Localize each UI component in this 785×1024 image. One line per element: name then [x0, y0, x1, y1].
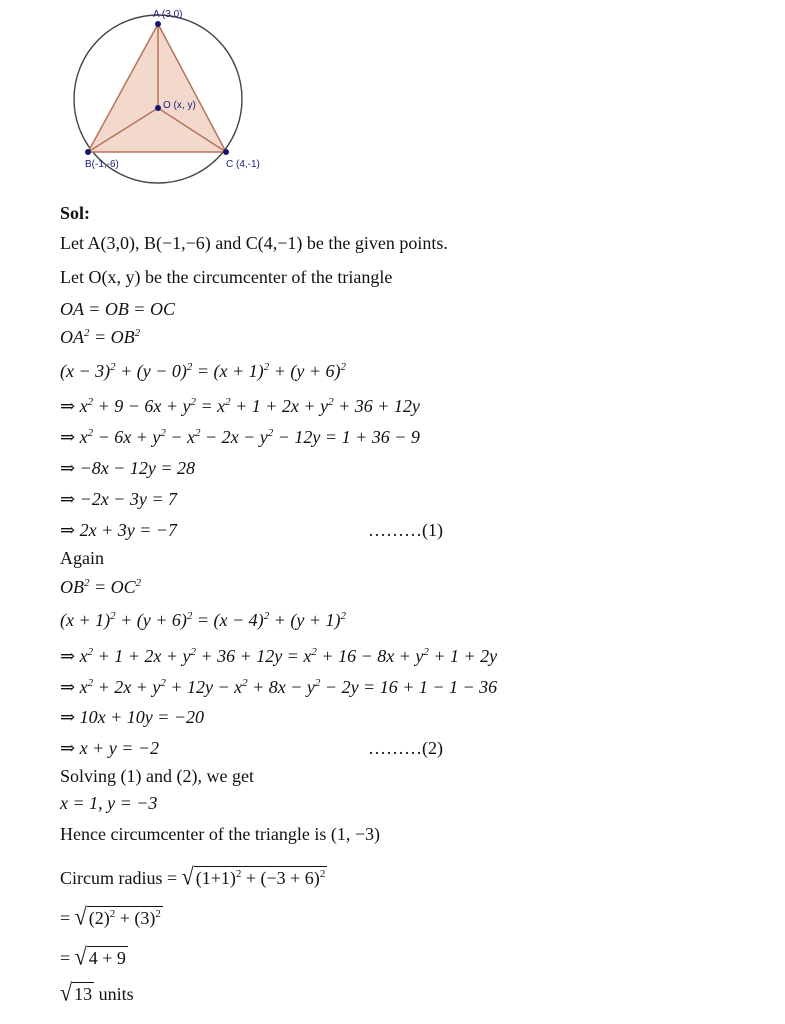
radicand: 4 + 9	[88, 948, 126, 968]
label-b: B(-1,-6)	[85, 159, 119, 170]
term: + 36 + 12y	[333, 396, 420, 416]
exp: 2	[160, 677, 166, 689]
term: ⇒ x + y = −2	[60, 738, 159, 758]
point-a	[155, 21, 161, 27]
term: (x − 3)	[60, 361, 111, 381]
equation-tag-1: ………(1)	[368, 520, 443, 540]
equals: =	[60, 908, 71, 928]
term: = (x − 4)	[192, 610, 264, 630]
exp: 2	[195, 427, 201, 439]
term: + 16 − 8x + y	[316, 646, 424, 666]
equation-tag-2: ………(2)	[368, 738, 443, 758]
exp: 2	[109, 908, 116, 920]
exp: 2	[190, 646, 196, 658]
label-c: C (4,-1)	[226, 159, 260, 170]
units-label: units	[94, 984, 134, 1004]
term: + 2x + y	[93, 677, 161, 697]
term: ⇒ 2x + 3y = −7	[60, 520, 177, 540]
term: − 2x − y	[200, 427, 268, 447]
equation-ob-oc-squared	[60, 576, 141, 598]
radicand: 13	[74, 984, 93, 1004]
exp: 2	[87, 427, 94, 439]
term: = x	[196, 396, 226, 416]
circumcenter-result: Hence circumcenter of the triangle is (1, −3)	[60, 824, 381, 844]
term: + (y + 6)	[115, 610, 187, 630]
equation-step-8	[60, 519, 443, 541]
radius-step-1	[60, 862, 327, 891]
point-b	[85, 149, 91, 155]
label-a: A (3,0)	[153, 9, 183, 20]
term: ⇒ x	[60, 646, 88, 666]
exp: 2	[84, 327, 90, 339]
radius-step-3	[60, 942, 128, 971]
point-c	[223, 149, 229, 155]
exp: 2	[87, 646, 94, 658]
term: + 1 + 2x + y	[93, 646, 191, 666]
equation-step-12	[60, 676, 497, 698]
radius-label: Circum radius =	[60, 868, 178, 888]
exp: 2	[110, 361, 116, 373]
equation-step-13: ⇒ 10x + 10y = −20	[60, 707, 204, 727]
exp: 2	[263, 361, 270, 373]
sqrt-sign: √	[74, 902, 87, 931]
equation-step-3	[60, 360, 346, 382]
exp: 2	[319, 868, 326, 880]
solution-heading: Sol:	[60, 203, 91, 223]
term: + (−3 + 6)	[241, 868, 320, 888]
exp: 2	[87, 677, 94, 689]
exp: 2	[134, 327, 141, 339]
radius-step-2	[60, 902, 163, 931]
equation-oa-ob-squared	[60, 326, 140, 348]
term: ⇒ x	[60, 396, 88, 416]
exp: 2	[135, 577, 142, 589]
term: + 1 + 2y	[428, 646, 498, 666]
exp: 2	[314, 677, 321, 689]
exp: 2	[87, 396, 94, 408]
term: − 12y = 1 + 36 − 9	[273, 427, 420, 447]
term: (1+1)	[195, 868, 236, 888]
term: − x	[165, 427, 195, 447]
exp: 2	[267, 427, 274, 439]
intro-points: Let A(3,0), B(−1,−6) and C(4,−1) be the given points.	[60, 233, 448, 253]
exp: 2	[190, 396, 196, 408]
exp: 2	[225, 396, 231, 408]
term: + 1 + 2x + y	[230, 396, 329, 416]
radicand	[194, 866, 328, 889]
point-o	[155, 105, 161, 111]
term: (2)	[88, 908, 110, 928]
term: (x + 1)	[60, 610, 111, 630]
equation-step-4	[60, 395, 420, 417]
term: + 9 − 6x + y	[93, 396, 191, 416]
sqrt-sign: √	[60, 978, 73, 1007]
exp: 2	[423, 646, 429, 658]
equation-step-7: ⇒ −2x − 3y = 7	[60, 489, 177, 509]
eq-lhs: OB	[60, 577, 84, 597]
intro-circumcenter: Let O(x, y) be the circumcenter of the triangle	[60, 267, 393, 287]
exp: 2	[235, 868, 242, 880]
term: + 36 + 12y = x	[196, 646, 312, 666]
term: − 6x + y	[93, 427, 161, 447]
term: + (y − 0)	[115, 361, 187, 381]
equals: =	[60, 948, 71, 968]
exp: 2	[311, 646, 317, 658]
term: = (x + 1)	[192, 361, 264, 381]
term: ⇒ x	[60, 677, 88, 697]
exp: 2	[242, 677, 248, 689]
term: + 12y − x	[165, 677, 243, 697]
equation-step-14	[60, 737, 443, 759]
eq-lhs: OA	[60, 327, 84, 347]
equation-step-6: ⇒ −8x − 12y = 28	[60, 458, 195, 478]
term: ⇒ x	[60, 427, 88, 447]
equation-equal-distances: OA = OB = OC	[60, 299, 175, 319]
solution-values: x = 1, y = −3	[60, 793, 158, 813]
label-o: O (x, y)	[163, 100, 196, 111]
sqrt-sign: √	[74, 942, 87, 971]
exp: 2	[84, 577, 90, 589]
eq-rhs: = OC	[94, 577, 136, 597]
term: + (y + 6)	[269, 361, 341, 381]
exp: 2	[328, 396, 334, 408]
radicand	[87, 906, 163, 929]
exp: 2	[160, 427, 166, 439]
equation-step-10	[60, 609, 346, 631]
exp: 2	[340, 610, 346, 622]
term: + (y + 1)	[269, 610, 341, 630]
triangle-abc	[88, 24, 226, 152]
eq-rhs: OB	[110, 327, 135, 347]
term: + (3)	[115, 908, 156, 928]
exp: 2	[110, 610, 116, 622]
exp: 2	[263, 610, 270, 622]
equation-step-11	[60, 645, 497, 667]
sqrt-sign: √	[181, 862, 194, 891]
exp: 2	[155, 908, 161, 920]
solving-text: Solving (1) and (2), we get	[60, 766, 254, 786]
equation-step-5	[60, 426, 420, 448]
exp: 2	[340, 361, 346, 373]
again-label: Again	[60, 548, 104, 568]
eq-equals: =	[94, 327, 111, 347]
radius-result	[60, 978, 134, 1007]
triangle-circle-figure	[60, 0, 280, 200]
exp: 2	[186, 610, 193, 622]
term: − 2y = 16 + 1 − 1 − 36	[320, 677, 498, 697]
exp: 2	[186, 361, 193, 373]
term: + 8x − y	[247, 677, 315, 697]
